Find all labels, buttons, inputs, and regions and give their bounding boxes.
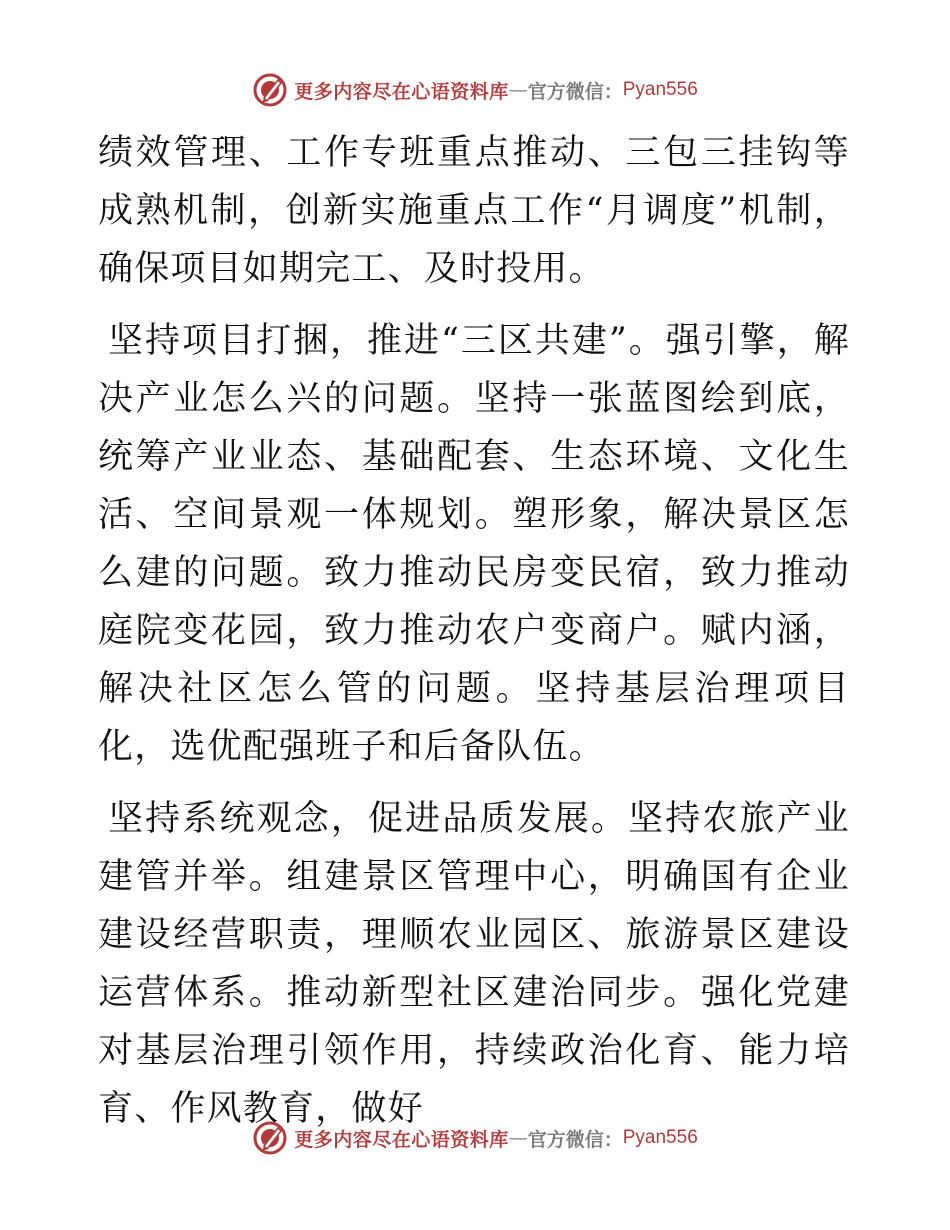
banner-dash: —	[508, 79, 528, 101]
paragraph-1: 绩效管理、工作专班重点推动、三包三挂钩等成熟机制，创新实施重点工作“月调度”机制，确保项目如期完工、及时投用。	[98, 133, 850, 289]
pen-logo-icon	[252, 1120, 288, 1156]
pen-logo-icon	[252, 72, 288, 108]
paragraph-2: 坚持项目打捆，推进“三区共建”。强引擎，解决产业怎么兴的问题。坚持一张蓝图绘到底，统筹产业业态、基础配套、生态环境、文化生活、空间景观一体规划。塑形象，解决景区怎么建的问题。致力推动民房变民宿，致力推动庭院变花园，致力推动农户变商户。赋内涵，解决社区怎么管的问题。坚持基层治理项目化，选优配强班子和后备队伍。	[98, 321, 850, 767]
banner-wechat-id: Pyan556	[622, 1127, 698, 1148]
banner-main-text: 更多内容尽在心语资料库	[294, 1128, 509, 1151]
document-body	[98, 124, 850, 1138]
banner-sub-text: 官方微信：	[527, 1128, 623, 1151]
banner-main-text: 更多内容尽在心语资料库	[294, 80, 509, 103]
paragraph-3: 坚持系统观念，促进品质发展。坚持农旅产业建管并举。组建景区管理中心，明确国有企业建设经营职责，理顺农业园区、旅游景区建设运营体系。推动新型社区建治同步。强化党建对基层治理引领作用，持续政治化育、能力培育、作风教育，做好	[98, 799, 850, 1129]
banner-dash: —	[508, 1127, 528, 1149]
header-banner	[0, 70, 950, 110]
banner-sub-text: 官方微信：	[527, 80, 623, 103]
footer-banner	[0, 1118, 950, 1158]
banner-wechat-id: Pyan556	[622, 79, 698, 100]
